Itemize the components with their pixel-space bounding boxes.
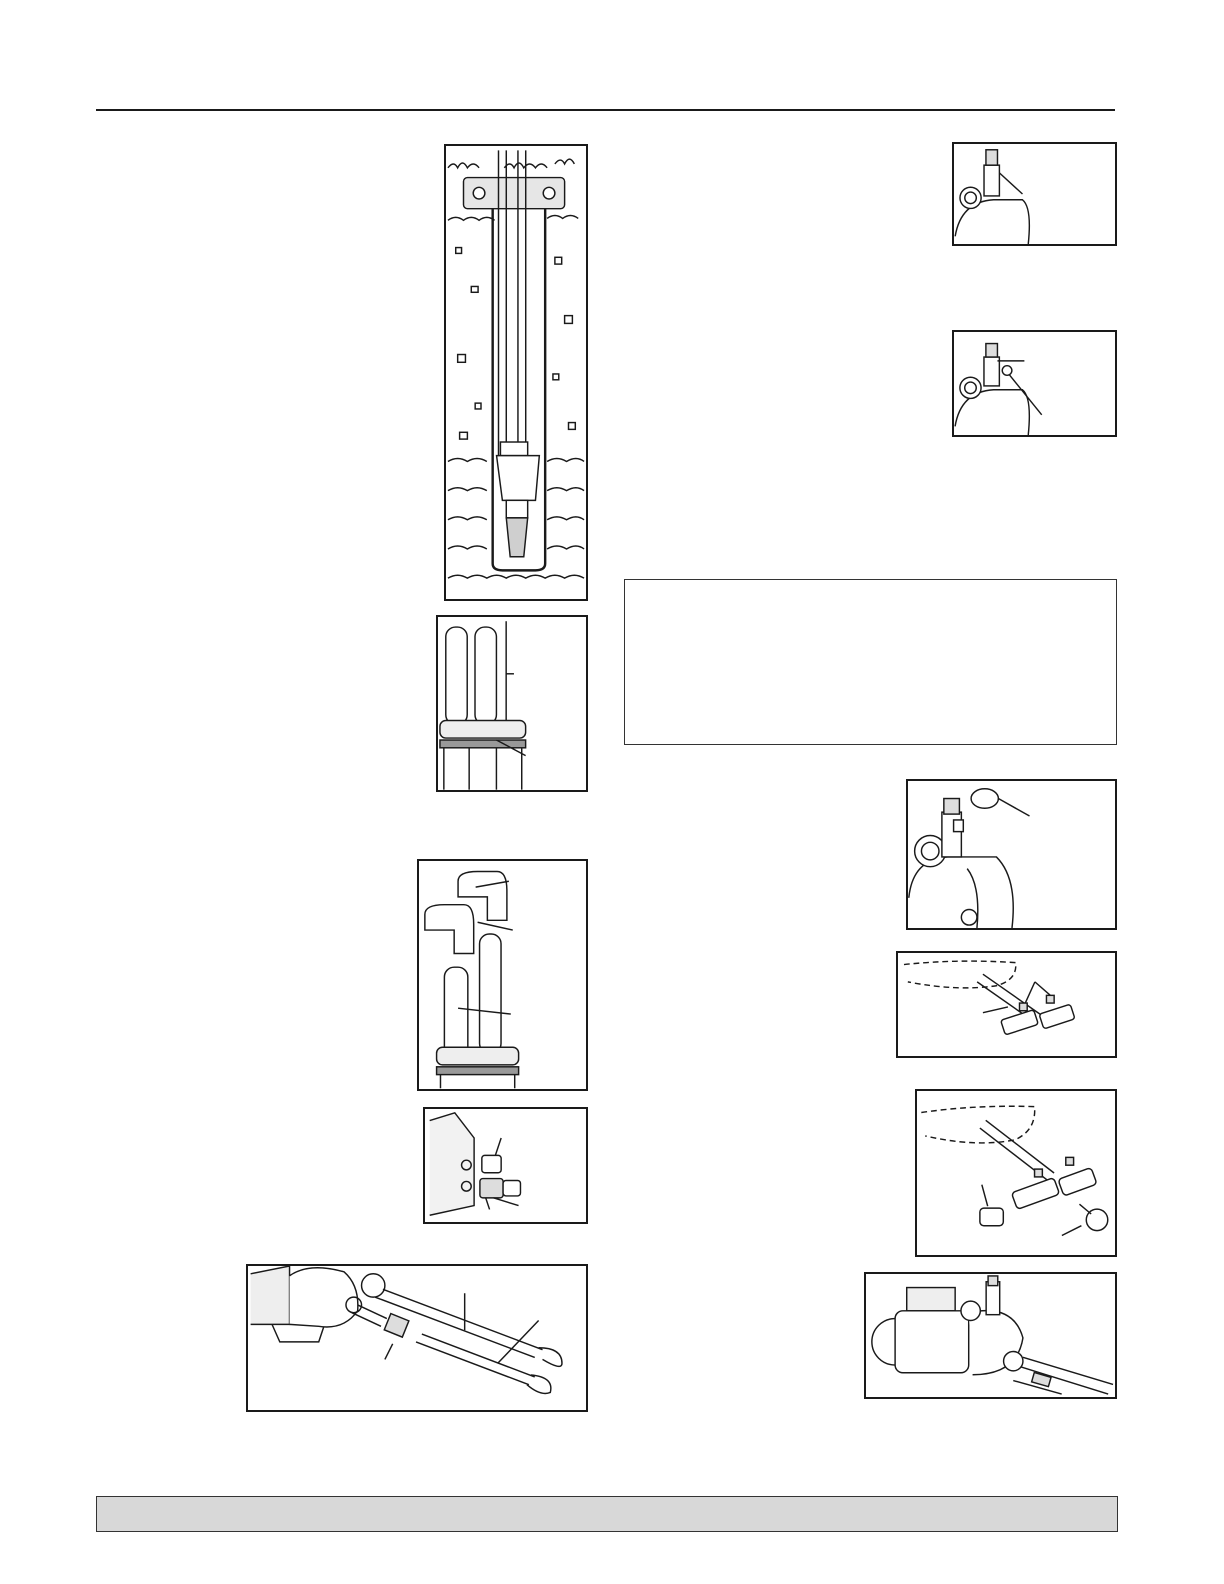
priming-plug-illustration bbox=[908, 781, 1115, 928]
packer-assembly-illustration bbox=[438, 617, 586, 790]
ejector-valve-illustration bbox=[917, 1091, 1115, 1255]
header-rule bbox=[96, 109, 1115, 111]
pump-ports-fittings-figure bbox=[423, 1107, 588, 1224]
well-installation-illustration bbox=[446, 146, 586, 599]
pump-port-fittings-illustration bbox=[425, 1109, 586, 1222]
pump-pipe-connection-figure bbox=[246, 1264, 588, 1412]
pump-pipe-connection-illustration bbox=[248, 1266, 586, 1410]
ejector-with-valve-figure bbox=[915, 1089, 1117, 1257]
priming-plug-figure bbox=[906, 779, 1117, 930]
ejector-assembly-figure bbox=[896, 951, 1117, 1058]
complete-pump-figure bbox=[864, 1272, 1117, 1399]
elbow-fittings-illustration bbox=[419, 861, 586, 1089]
relief-valve-illustration bbox=[954, 144, 1115, 244]
valve-fitting-illustration bbox=[954, 332, 1115, 435]
footer-band bbox=[96, 1496, 1118, 1532]
well-cross-section-figure bbox=[444, 144, 588, 601]
elbows-on-pipes-figure bbox=[417, 859, 588, 1091]
pressure-relief-valve-figure bbox=[952, 142, 1117, 246]
notice-box bbox=[624, 579, 1117, 745]
complete-pump-illustration bbox=[866, 1274, 1115, 1397]
ejector-illustration bbox=[898, 953, 1115, 1056]
pipes-and-packer-figure bbox=[436, 615, 588, 792]
valve-with-fitting-figure bbox=[952, 330, 1117, 437]
